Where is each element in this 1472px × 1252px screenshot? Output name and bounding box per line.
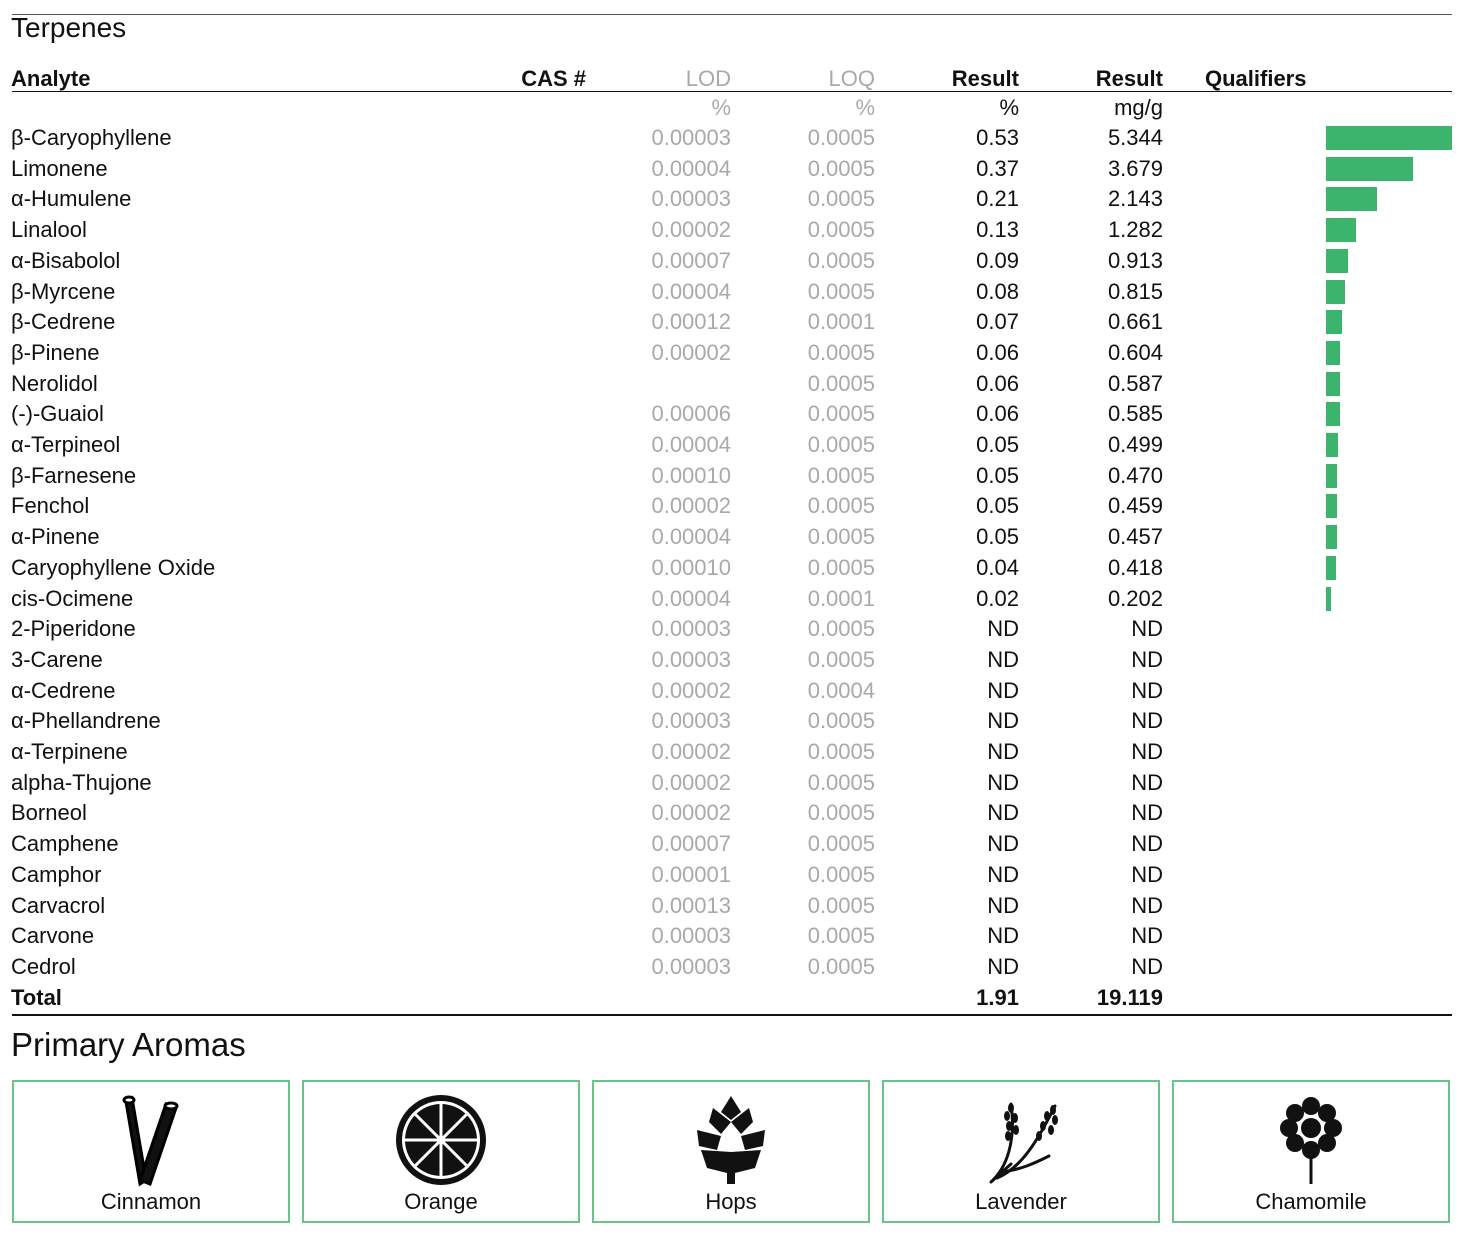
loq-value: 0.0001 (807, 309, 875, 335)
result-mg-value: 0.604 (1107, 339, 1163, 365)
result-mg-value: 0.815 (1107, 278, 1163, 304)
analyte-name: Caryophyllene Oxide (11, 554, 216, 580)
analyte-name: β-Caryophyllene (11, 125, 172, 150)
lod-value: 0.00003 (651, 125, 731, 150)
loq-value: 0.0005 (807, 125, 875, 150)
result-mg-value: 0.913 (1107, 247, 1163, 273)
table-row (0, 307, 1472, 337)
hops-icon (691, 1092, 771, 1188)
analyte-name: Carvacrol (11, 892, 106, 918)
header-lod: LOD (685, 66, 731, 91)
result-mg-value: ND (1131, 831, 1163, 857)
result-bar (1326, 187, 1377, 211)
result-mg-value: 0.418 (1107, 554, 1163, 580)
analyte-name: Camphor (11, 861, 102, 887)
analyte-name: β-Pinene (11, 339, 100, 365)
result-mg-value: 0.457 (1107, 524, 1163, 550)
unit-loq: % (855, 95, 875, 120)
result-pct-value: ND (987, 646, 1019, 672)
table-row (0, 891, 1472, 921)
result-bar (1326, 433, 1338, 457)
loq-value: 0.0005 (807, 370, 875, 396)
total-row (0, 983, 1472, 1013)
result-pct-value: 0.06 (976, 370, 1019, 396)
analyte-name: α-Bisabolol (11, 247, 121, 273)
aroma-label-orange: Orange (404, 1189, 478, 1214)
lod-value: 0.00004 (651, 432, 731, 457)
table-row (0, 676, 1472, 706)
unit-result-pct: % (999, 95, 1019, 120)
loq-value: 0.0005 (807, 401, 875, 427)
table-row (0, 184, 1472, 214)
table-row (0, 154, 1472, 184)
lod-value: 0.00007 (651, 247, 731, 273)
loq-value: 0.0005 (807, 339, 875, 365)
loq-value: 0.0005 (807, 247, 875, 273)
lod-value: 0.00003 (651, 923, 731, 949)
result-pct-value: 0.37 (976, 155, 1019, 181)
aroma-label-lavender: Lavender (975, 1189, 1067, 1214)
lod-value: 0.00003 (651, 708, 731, 734)
top-rule (12, 14, 1452, 15)
lod-value: 0.00002 (651, 769, 731, 795)
bottom-rule (12, 1014, 1452, 1016)
result-bar (1326, 218, 1356, 242)
table-row (0, 246, 1472, 276)
result-bar (1326, 280, 1345, 304)
header-result-mg: Result (1095, 66, 1163, 91)
header-result-pct: Result (951, 66, 1019, 91)
loq-value: 0.0005 (807, 554, 875, 580)
result-bar (1326, 126, 1452, 150)
table-row (0, 829, 1472, 859)
analyte-name: Camphene (11, 831, 119, 857)
lod-value: 0.00002 (651, 800, 731, 826)
terpenes-title: Terpenes (11, 12, 127, 43)
table-row (0, 399, 1472, 429)
analyte-name: α-Phellandrene (11, 708, 161, 734)
analyte-name: 3-Carene (11, 646, 103, 672)
table-row (0, 584, 1472, 614)
loq-value: 0.0005 (807, 892, 875, 918)
analyte-name: Carvone (11, 923, 95, 949)
loq-value: 0.0005 (807, 155, 875, 181)
result-mg-value: 0.470 (1107, 462, 1163, 488)
table-row (0, 798, 1472, 828)
result-mg-value: 2.143 (1107, 186, 1163, 212)
result-bar (1326, 310, 1342, 334)
aromas-title: Primary Aromas (11, 1026, 246, 1063)
aroma-card-chamomile (1172, 1080, 1450, 1223)
result-pct-value: ND (987, 892, 1019, 918)
result-mg-value: 1.282 (1107, 217, 1163, 243)
loq-value: 0.0005 (807, 953, 875, 979)
aroma-label-cinnamon: Cinnamon (100, 1189, 202, 1214)
lod-value: 0.00003 (651, 616, 731, 642)
header-qualifiers: Qualifiers (1205, 66, 1307, 91)
table-row (0, 614, 1472, 644)
result-pct-value: 0.09 (976, 247, 1019, 273)
lod-value: 0.00010 (651, 462, 731, 488)
table-row (0, 123, 1472, 153)
analyte-name: Linalool (11, 217, 87, 243)
lod-value: 0.00003 (651, 646, 731, 672)
result-pct-value: ND (987, 616, 1019, 642)
loq-value: 0.0004 (807, 677, 875, 703)
table-row (0, 491, 1472, 521)
aroma-card-cinnamon (12, 1080, 290, 1223)
result-pct-value: 0.06 (976, 339, 1019, 365)
lod-value: 0.00004 (651, 155, 731, 181)
lod-value: 0.00002 (651, 739, 731, 764)
result-mg-value: 0.459 (1107, 493, 1163, 519)
result-pct-value: ND (987, 708, 1019, 734)
result-bar (1326, 249, 1348, 273)
lavender-icon (981, 1092, 1061, 1188)
result-pct-value: ND (987, 831, 1019, 857)
aroma-card-orange (302, 1080, 580, 1223)
lod-value: 0.00003 (651, 953, 731, 979)
aroma-label-chamomile: Chamomile (1255, 1189, 1367, 1214)
analyte-name: Cedrol (11, 953, 76, 979)
lod-value: 0.00010 (651, 554, 731, 580)
table-row (0, 921, 1472, 951)
lod-value: 0.00002 (651, 339, 731, 365)
unit-result-mg: mg/g (1114, 95, 1163, 120)
analyte-name: α-Humulene (11, 186, 132, 212)
result-pct-value: 0.05 (976, 524, 1019, 550)
result-mg-value: ND (1131, 677, 1163, 703)
analyte-name: Borneol (11, 800, 87, 826)
loq-value: 0.0005 (807, 769, 875, 795)
lod-value: 0.00002 (651, 677, 731, 703)
table-row (0, 645, 1472, 675)
analyte-name: β-Myrcene (11, 278, 116, 304)
loq-value: 0.0005 (807, 739, 875, 764)
result-mg-value: ND (1131, 953, 1163, 979)
table-row (0, 369, 1472, 399)
total-pct: 1.91 (976, 985, 1019, 1010)
result-mg-value: ND (1131, 769, 1163, 795)
analyte-name: (-)-Guaiol (11, 401, 104, 427)
chamomile-icon (1271, 1092, 1351, 1188)
result-bar (1326, 402, 1340, 426)
analyte-name: β-Farnesene (11, 462, 137, 488)
result-bar (1326, 372, 1340, 396)
result-pct-value: ND (987, 800, 1019, 826)
orange-icon (393, 1092, 489, 1188)
analyte-name: α-Cedrene (11, 677, 116, 703)
result-mg-value: 0.585 (1107, 401, 1163, 427)
result-mg-value: ND (1131, 739, 1163, 764)
loq-value: 0.0005 (807, 923, 875, 949)
lod-value: 0.00006 (651, 401, 731, 427)
loq-value: 0.0005 (807, 831, 875, 857)
lod-value: 0.00004 (651, 524, 731, 550)
result-pct-value: ND (987, 677, 1019, 703)
result-mg-value: ND (1131, 708, 1163, 734)
result-mg-value: 5.344 (1107, 125, 1163, 150)
table-row (0, 430, 1472, 460)
loq-value: 0.0005 (807, 493, 875, 519)
aroma-card-lavender (882, 1080, 1160, 1223)
loq-value: 0.0005 (807, 217, 875, 243)
lod-value: 0.00003 (651, 186, 731, 212)
result-mg-value: 0.587 (1107, 370, 1163, 396)
result-mg-value: 0.661 (1107, 309, 1163, 335)
total-mg: 19.119 (1096, 985, 1163, 1010)
table-row (0, 277, 1472, 307)
lod-value: 0.00004 (651, 585, 731, 611)
result-mg-value: ND (1131, 646, 1163, 672)
result-mg-value: ND (1131, 892, 1163, 918)
table-row (0, 553, 1472, 583)
result-pct-value: 0.07 (976, 309, 1019, 335)
lod-value: 0.00004 (651, 278, 731, 304)
loq-value: 0.0005 (807, 646, 875, 672)
analyte-name: α-Pinene (11, 524, 100, 550)
result-pct-value: ND (987, 739, 1019, 764)
table-row (0, 338, 1472, 368)
analyte-name: Limonene (11, 155, 108, 181)
loq-value: 0.0001 (807, 585, 875, 611)
lod-value: 0.00002 (651, 493, 731, 519)
total-label: Total (11, 985, 62, 1010)
analyte-name: Nerolidol (11, 370, 98, 396)
header-loq: LOQ (828, 66, 875, 91)
table-row (0, 768, 1472, 798)
table-row (0, 952, 1472, 982)
cinnamon-icon (116, 1092, 186, 1188)
result-mg-value: ND (1131, 800, 1163, 826)
analyte-name: α-Terpineol (11, 432, 121, 457)
result-bar (1326, 157, 1413, 181)
header-cas: CAS # (521, 66, 586, 91)
lod-value: 0.00013 (651, 892, 731, 918)
result-pct-value: 0.06 (976, 401, 1019, 427)
table-row (0, 215, 1472, 245)
loq-value: 0.0005 (807, 800, 875, 826)
table-row (0, 522, 1472, 552)
analyte-name: α-Terpinene (11, 739, 128, 764)
analyte-name: 2-Piperidone (11, 616, 136, 642)
analyte-name: alpha-Thujone (11, 769, 152, 795)
loq-value: 0.0005 (807, 462, 875, 488)
result-pct-value: 0.05 (976, 432, 1019, 457)
result-bar (1326, 556, 1336, 580)
analyte-name: cis-Ocimene (11, 585, 134, 611)
analyte-name: β-Cedrene (11, 309, 116, 335)
result-pct-value: 0.05 (976, 493, 1019, 519)
result-mg-value: 0.499 (1107, 432, 1163, 457)
loq-value: 0.0005 (807, 861, 875, 887)
loq-value: 0.0005 (807, 524, 875, 550)
result-mg-value: ND (1131, 861, 1163, 887)
loq-value: 0.0005 (807, 278, 875, 304)
result-pct-value: 0.08 (976, 278, 1019, 304)
result-pct-value: 0.21 (976, 186, 1019, 212)
result-pct-value: 0.02 (976, 585, 1019, 611)
result-pct-value: ND (987, 953, 1019, 979)
unit-lod: % (711, 95, 731, 120)
result-pct-value: 0.13 (976, 217, 1019, 243)
result-mg-value: ND (1131, 616, 1163, 642)
aroma-label-hops: Hops (705, 1189, 757, 1214)
table-row (0, 706, 1472, 736)
result-bar (1326, 525, 1337, 549)
loq-value: 0.0005 (807, 708, 875, 734)
result-bar (1326, 464, 1337, 488)
result-pct-value: ND (987, 769, 1019, 795)
loq-value: 0.0005 (807, 616, 875, 642)
analyte-name: Fenchol (11, 493, 90, 519)
result-pct-value: ND (987, 861, 1019, 887)
header-analyte: Analyte (11, 66, 91, 91)
lod-value: 0.00002 (651, 217, 731, 243)
result-pct-value: 0.05 (976, 462, 1019, 488)
table-row (0, 860, 1472, 890)
result-pct-value: 0.53 (976, 125, 1019, 150)
lod-value: 0.00012 (651, 309, 731, 335)
result-mg-value: 3.679 (1107, 155, 1163, 181)
result-pct-value: ND (987, 923, 1019, 949)
loq-value: 0.0005 (807, 432, 875, 457)
result-pct-value: 0.04 (976, 554, 1019, 580)
table-row (0, 737, 1472, 767)
result-mg-value: 0.202 (1107, 585, 1163, 611)
table-row (0, 461, 1472, 491)
result-bar (1326, 587, 1331, 611)
result-bar (1326, 341, 1340, 365)
result-bar (1326, 494, 1337, 518)
lod-value: 0.00001 (651, 861, 731, 887)
loq-value: 0.0005 (807, 186, 875, 212)
aroma-card-hops (592, 1080, 870, 1223)
header-rule (12, 91, 1452, 92)
result-mg-value: ND (1131, 923, 1163, 949)
lod-value: 0.00007 (651, 831, 731, 857)
